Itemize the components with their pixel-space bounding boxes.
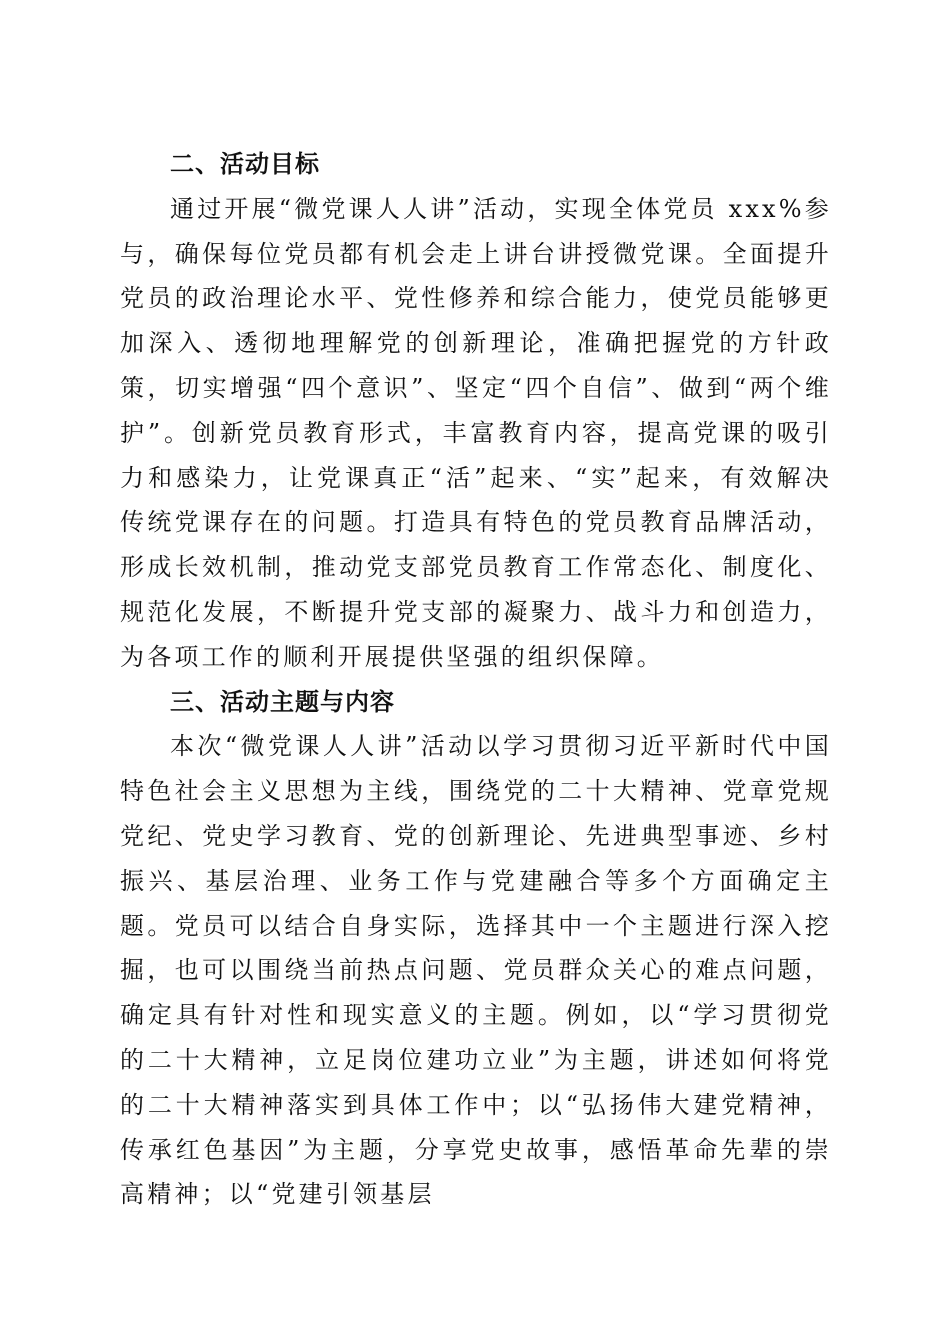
section-heading-activity-goals: 二、活动目标 <box>170 150 320 178</box>
document-body <box>120 142 832 1217</box>
section-heading-activity-theme: 三、活动主题与内容 <box>170 687 395 716</box>
paragraph-activity-goals: 通过开展“微党课人人讲”活动，实现全体党员 xxx%参与，确保每位党员都有机会走上讲台讲授微党课。全面提升党员的政治理论水平、党性修养和综合能力，使党员能够更加深入、透彻地理解党的创新理论，准确把握党的方针政策，切实增强“四个意识”、坚定“四个自信”、做到“两个维护”。创新党员教育形式，丰富教育内容，提高党课的吸引力和感染力，让党课真正“活”起来、“实”起来，有效解决传统党课存在的问题。打造具有特色的党员教育品牌活动，形成长效机制，推动党支部党员教育工作常态化、制度化、规范化发展，不断提升党支部的凝聚力、战斗力和创造力，为各项工作的顺利开展提供坚强的组织保障。 <box>120 194 832 671</box>
paragraph-activity-theme: 本次“微党课人人讲”活动以学习贯彻习近平新时代中国特色社会主义思想为主线，围绕党的二十大精神、党章党规党纪、党史学习教育、党的创新理论、先进典型事迹、乡村振兴、基层治理、业务工作与党建融合等多个方面确定主题。党员可以结合自身实际，选择其中一个主题进行深入挖掘，也可以围绕当前热点问题、党员群众关心的难点问题，确定具有针对性和现实意义的主题。例如，以“学习贯彻党的二十大精神，立足岗位建功立业”为主题，讲述如何将党的二十大精神落实到具体工作中；以“弘扬伟大建党精神，传承红色基因”为主题，分享党史故事，感悟革命先辈的崇高精神；以“党建引领基层 <box>120 732 832 1209</box>
